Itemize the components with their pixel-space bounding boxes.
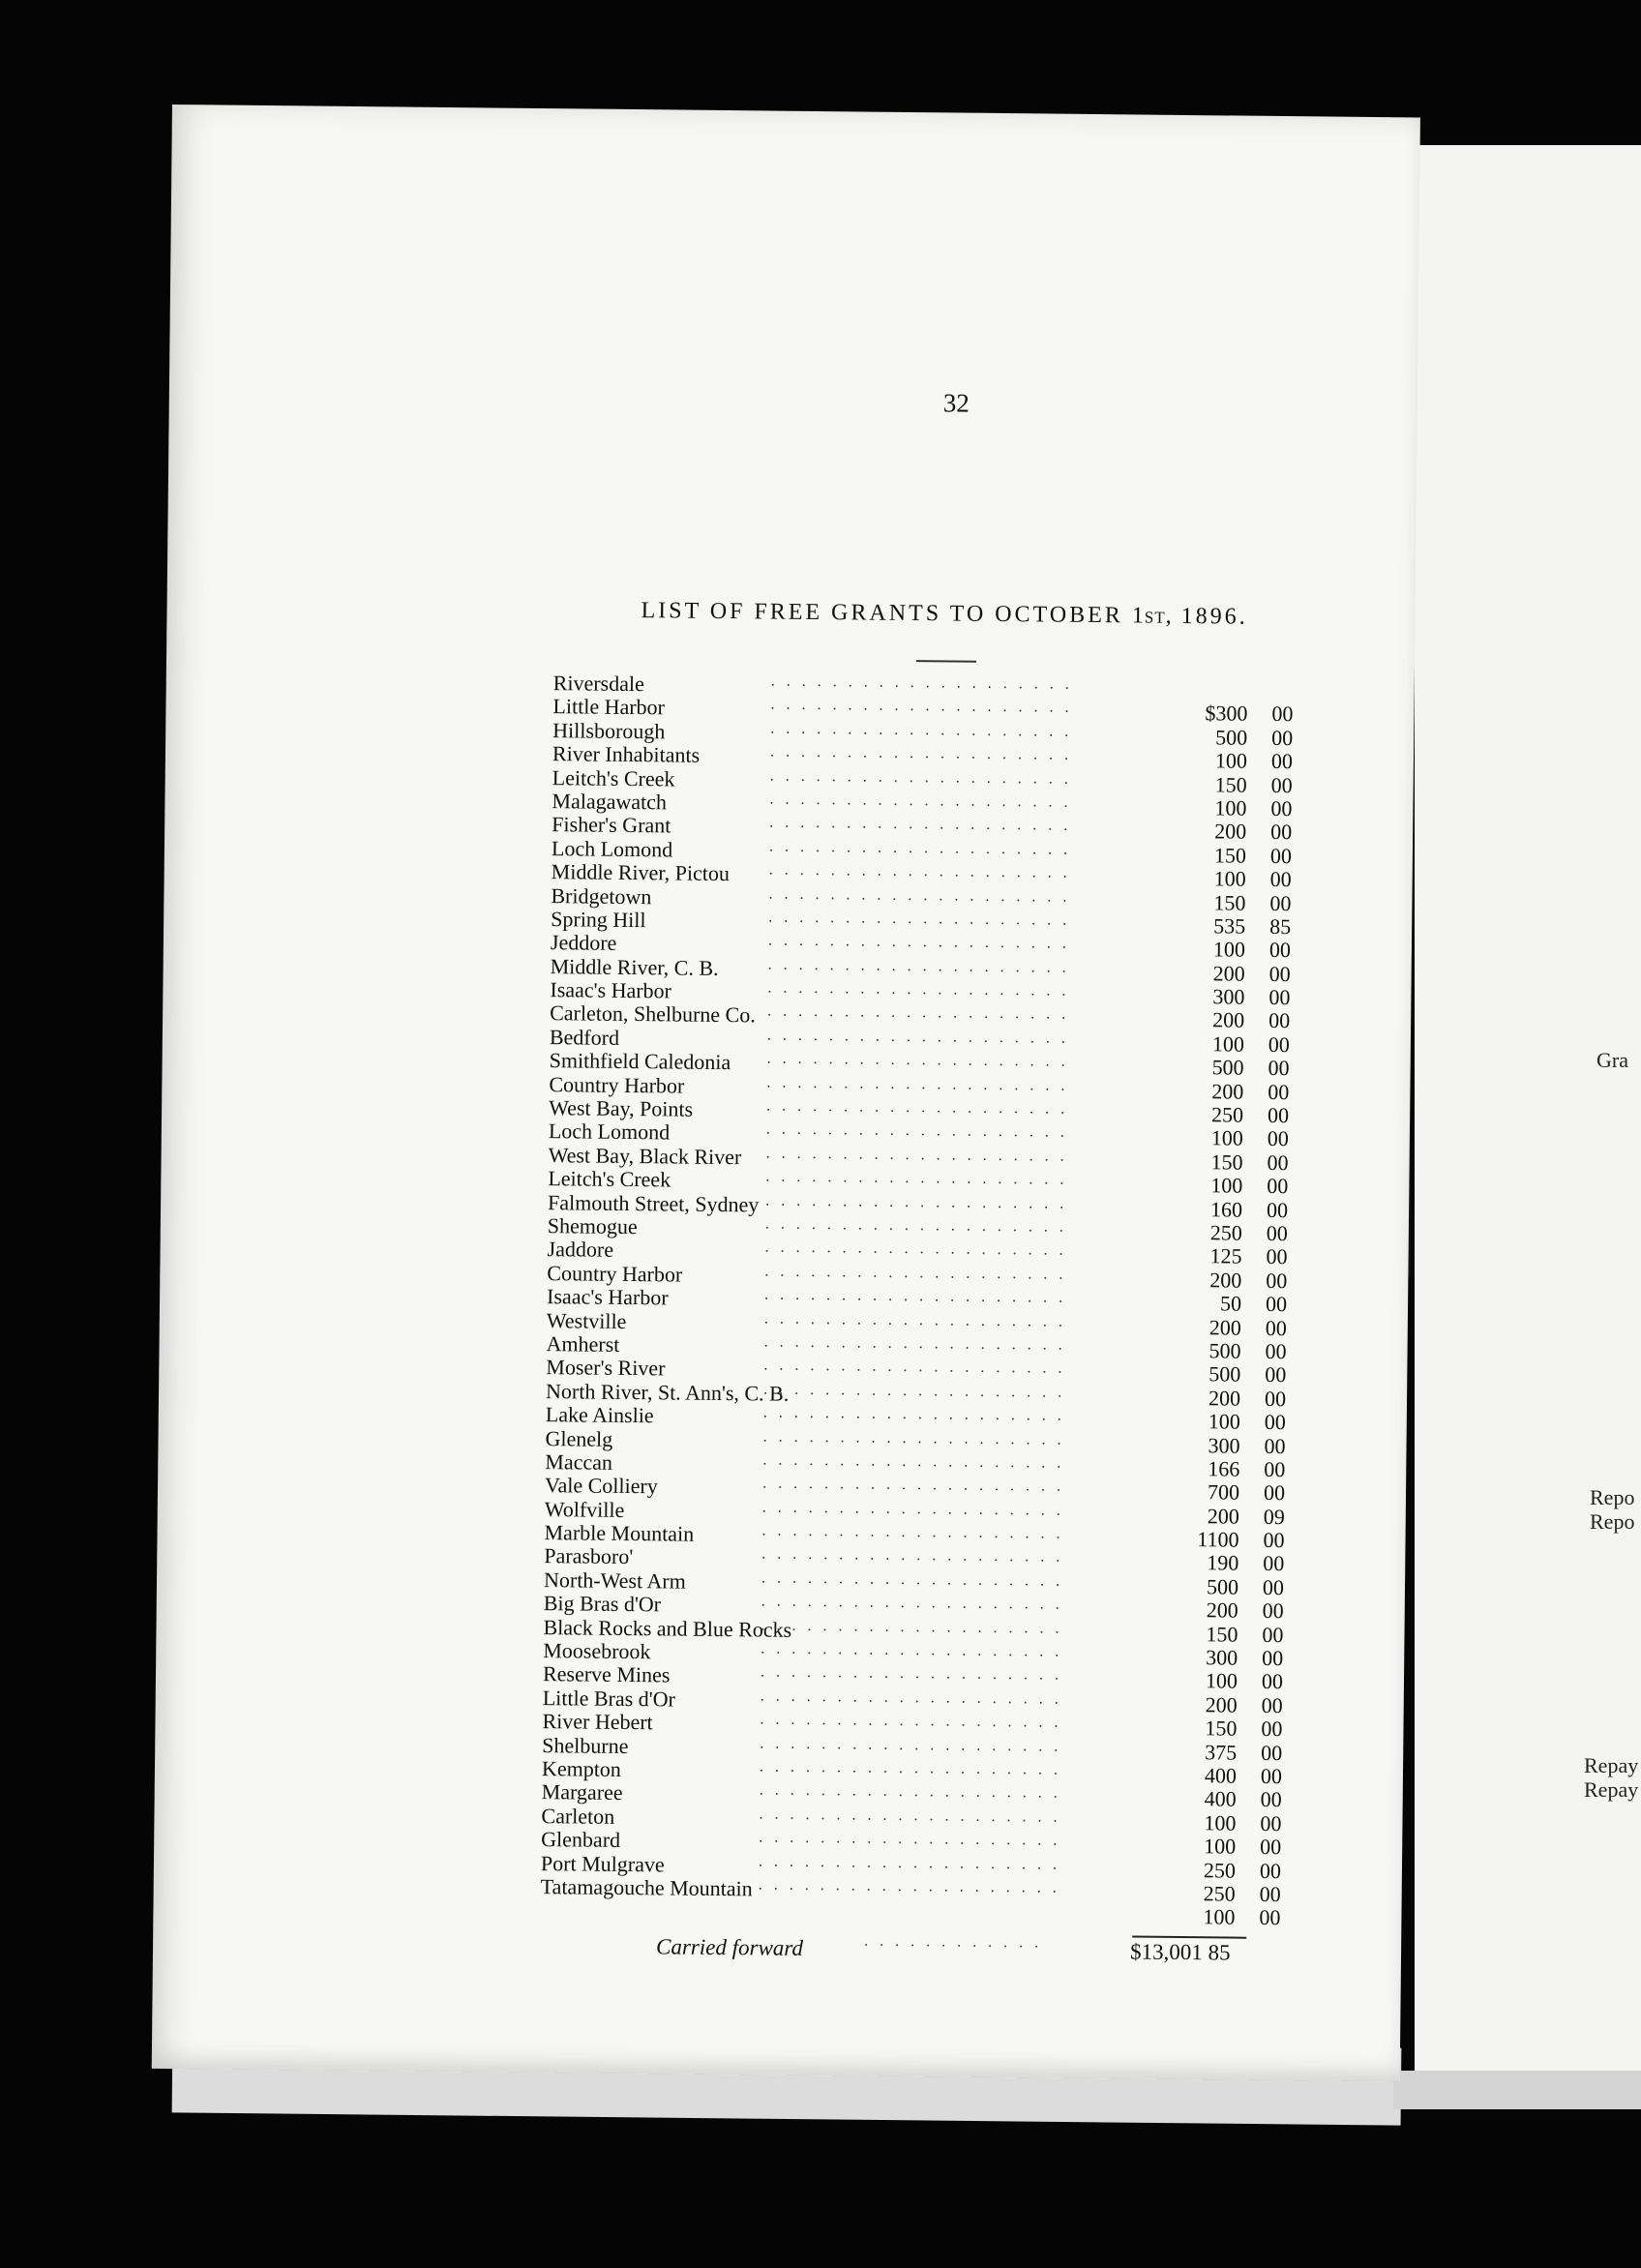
leader-dots: . . . . . . . . . . . . . . . . . . . . (764, 1215, 1067, 1236)
grant-location: Jaddore (547, 1237, 614, 1263)
grant-location: Margaree (541, 1779, 623, 1805)
leader-dots: . . . . . . . . . . . . . . . . . . . . (769, 767, 1072, 788)
leader-dots: . . . . . . . . . . . . . . . . . . . . (763, 1357, 1066, 1378)
grant-location: River Inhabitants (552, 741, 701, 767)
grant-dollars: 200 (1207, 1503, 1239, 1529)
leader-dots: . . . . . . . . . . . . . . . . . . . . (761, 1545, 1064, 1567)
leader-dots: . . . . . . . . . . . . . . . . . . . . (767, 979, 1070, 1000)
grant-location: Black Rocks and Blue Rocks (543, 1614, 792, 1642)
total-row (656, 1934, 1333, 1970)
leader-dots: . . . . . . . . . . . . . . . . . . . . (761, 1640, 1063, 1660)
grant-dollars: 300 (1208, 1432, 1240, 1458)
facing-page-fragment: Repay (1584, 1753, 1639, 1777)
grant-cents: 00 (1265, 1315, 1287, 1340)
grant-dollars: 100 (1214, 748, 1248, 773)
grant-location: Parasboro' (544, 1543, 634, 1569)
title-main: LIST OF FREE GRANTS TO OCTOBER (641, 598, 1123, 629)
grant-dollars: 100 (1214, 795, 1247, 821)
grant-location: Westville (546, 1307, 627, 1333)
grant-cents: 00 (1266, 1268, 1288, 1293)
grant-location: North River, St. Ann's, C. B. (545, 1378, 790, 1406)
grant-cents: 00 (1260, 1763, 1283, 1789)
grant-cents: 00 (1261, 1669, 1284, 1694)
grant-location: Marble Mountain (544, 1520, 695, 1546)
document-page (152, 104, 1420, 2081)
grant-dollars: 200 (1212, 1007, 1245, 1033)
grant-dollars: 100 (1208, 1409, 1240, 1434)
grant-cents: 00 (1263, 1551, 1285, 1576)
grant-location: Glenbard (541, 1827, 621, 1853)
leader-dots: . . . . . . . . . . . . . . . . . . . . (763, 1310, 1066, 1330)
leader-dots: . . . . . . . . . . . . . . . . . . . . (767, 1002, 1070, 1024)
grant-dollars: 160 (1209, 1196, 1243, 1222)
grant-dollars: 200 (1212, 961, 1245, 986)
grant-location: North-West Arm (543, 1567, 686, 1594)
grant-dollars: 400 (1204, 1763, 1238, 1788)
grant-cents: 00 (1268, 1056, 1290, 1081)
grant-dollars: 150 (1213, 843, 1247, 868)
grant-cents: 00 (1268, 938, 1292, 963)
total-amount: $13,001 85 (1129, 1939, 1231, 1965)
leader-dots: . . . . . . . . . . . . . . . . . . . . (761, 1499, 1064, 1519)
grant-location: Malagawatch (552, 789, 668, 815)
grant-cents: 00 (1267, 1174, 1289, 1199)
grant-dollars: 375 (1205, 1739, 1238, 1765)
grant-cents: 00 (1268, 1079, 1290, 1104)
leader-dots: . . . . . . . . . . . . . . . . . . . . (758, 1852, 1061, 1873)
facing-page-fragment: Repo (1590, 1509, 1635, 1534)
leader-dots: . . . . . . . . . . . . . . . . . . . . (759, 1781, 1061, 1803)
grant-location: Riversdale (552, 671, 644, 697)
grant-location: Isaac's Harbor (550, 977, 672, 1003)
total-leader-dots: . . . . . . . . . . . . (864, 1932, 1043, 1952)
grant-location: Spring Hill (551, 907, 646, 933)
grant-dollars: 150 (1210, 1149, 1243, 1175)
grant-cents: 00 (1268, 961, 1291, 986)
grant-location: Bridgetown (551, 882, 652, 909)
grant-cents: 00 (1266, 1197, 1289, 1222)
grant-dollars: 150 (1205, 1716, 1238, 1741)
grant-cents: 00 (1266, 1244, 1288, 1269)
grant-dollars: 200 (1214, 819, 1247, 845)
leader-dots: . . . . . . . . . . . . . . . . . . . . (765, 1145, 1068, 1165)
grant-dollars: 500 (1211, 1055, 1244, 1080)
facing-page-lower-edge (1393, 2071, 1641, 2109)
grant-dollars: 300 (1212, 984, 1245, 1009)
grant-dollars: 100 (1210, 1173, 1243, 1198)
facing-page-fragment: Repo (1590, 1485, 1635, 1509)
page-number: 32 (942, 388, 970, 418)
facing-page-fragment: Repay (1584, 1777, 1639, 1802)
grant-cents: 00 (1270, 820, 1293, 845)
grant-dollars: 250 (1210, 1102, 1244, 1127)
grant-dollars: 200 (1211, 1078, 1244, 1104)
leader-dots: . . . . . . . . . . . . . . . . . . . . (759, 1758, 1062, 1778)
grant-cents: 00 (1262, 1645, 1284, 1671)
grant-dollars: 200 (1205, 1692, 1238, 1717)
leader-dots: . . . . . . . . . . . . . . . . . . . . (760, 1687, 1062, 1708)
leader-dots: . . . . . . . . . . . . . . . . . . . . (760, 1735, 1062, 1755)
grant-location: West Bay, Black River (548, 1142, 742, 1170)
facing-page (1415, 145, 1641, 2100)
leader-dots: . . . . . . . . . . . . . . . . . . . . (765, 1120, 1069, 1142)
grant-cents: 00 (1271, 725, 1294, 750)
leader-dots: . . . . . . . . . . . . . . . . . . . . (768, 885, 1071, 906)
grant-dollars: 700 (1207, 1479, 1240, 1505)
grant-location: Loch Lomond (551, 835, 673, 862)
leader-dots: . . . . . . . . . . . . . . . . . . . . (768, 838, 1072, 858)
grant-location: Moser's River (546, 1355, 666, 1381)
grant-cents: 00 (1269, 867, 1292, 892)
grant-cents: 00 (1265, 1292, 1288, 1317)
grant-cents: 00 (1267, 1149, 1289, 1175)
grant-cents: 00 (1265, 1338, 1287, 1364)
grant-dollars: 150 (1214, 771, 1247, 797)
grant-cents: 00 (1259, 1858, 1282, 1883)
leader-dots: . . . . . . . . . . . . . . . . . . . . (765, 1168, 1068, 1188)
grant-location: Carleton (541, 1803, 615, 1829)
grant-cents: 00 (1264, 1433, 1286, 1458)
leader-dots: . . . . . . . . . . . . . . . . . . . . (768, 909, 1071, 929)
grant-dollars: 500 (1208, 1361, 1241, 1387)
grant-dollars: 500 (1208, 1338, 1241, 1363)
grant-dollars: 500 (1206, 1574, 1239, 1599)
grant-location: Glenelg (545, 1425, 613, 1451)
grant-dollars: 1100 (1197, 1527, 1239, 1552)
grant-location: Tatamagouche Mountain (540, 1874, 753, 1901)
grant-location: Bedford (549, 1024, 620, 1050)
grant-dollars: 250 (1203, 1857, 1237, 1883)
leader-dots: . . . . . . . . . . . . . . . . . . . . (761, 1522, 1064, 1542)
grant-cents: 00 (1268, 1031, 1291, 1058)
grant-dollars: 500 (1215, 725, 1248, 750)
grant-cents: 00 (1267, 1102, 1290, 1128)
leader-dots: . . . . . . . . . . . . . . . . . . . . (761, 1593, 1063, 1613)
title-rule (916, 660, 976, 663)
grant-cents: 00 (1270, 772, 1293, 797)
grant-cents: 00 (1262, 1622, 1284, 1647)
leader-dots: . . . . . . . . . . . . . . . . . . . . (759, 1829, 1061, 1849)
grant-dollars: 100 (1212, 937, 1246, 962)
grant-location: Leitch's Creek (548, 1166, 671, 1192)
leader-dots: . . . . . . . . . . . . . . . . . . . . (762, 1475, 1065, 1496)
grant-cents: 00 (1269, 890, 1292, 915)
grant-location: Port Mulgrave (540, 1850, 665, 1876)
grant-dollars: 150 (1206, 1621, 1238, 1647)
leader-dots: . . . . . . . . . . . . . . . . . . . . (761, 1569, 1064, 1590)
grant-location: River Hebert (542, 1709, 653, 1735)
grant-location: Falmouth Street, Sydney (548, 1189, 760, 1217)
grant-dollars: 200 (1209, 1268, 1242, 1293)
grant-dollars: 166 (1208, 1456, 1240, 1481)
grant-dollars: 150 (1213, 889, 1246, 915)
grant-dollars: 100 (1205, 1668, 1238, 1694)
grant-location: Fisher's Grant (552, 812, 671, 838)
leader-dots: . . . . . . . . . . . . . . . . . . . . (758, 1876, 1060, 1896)
leader-dots: . . . . . . . . . . . . . . . . . . . . (766, 1027, 1070, 1047)
grant-cents: 00 (1260, 1787, 1282, 1812)
grant-location: Little Harbor (552, 694, 666, 720)
grant-location: Hillsborough (552, 717, 666, 744)
grant-cents: 00 (1264, 1456, 1286, 1482)
grant-list (540, 671, 1327, 1930)
grant-location: Loch Lomond (548, 1119, 671, 1145)
grant-dollars: 100 (1204, 1834, 1237, 1859)
grant-cents: 00 (1262, 1598, 1284, 1624)
grant-dollars: $300 (1205, 701, 1248, 727)
leader-dots: . . . . . . . . . . . . . . . . . . . . (767, 932, 1071, 953)
grant-location: Vale Colliery (544, 1473, 658, 1499)
grant-dollars: 100 (1211, 1031, 1245, 1057)
grant-cents: 00 (1260, 1810, 1282, 1835)
leader-dots: . . . . . . . . . . . . . . . . . . . . (764, 1238, 1067, 1260)
grant-location: Amherst (546, 1331, 620, 1357)
title-year: 1896. (1180, 603, 1248, 630)
leader-dots: . . . . . . . . . . . . . . . . . . . . (762, 1427, 1065, 1448)
grant-cents: 00 (1261, 1716, 1283, 1742)
grant-location: Maccan (545, 1449, 613, 1475)
leader-dots: . . . . . . . . . . . . . . . . . . . . (768, 861, 1071, 881)
grant-location: Big Bras d'Or (543, 1591, 662, 1617)
grant-cents: 00 (1261, 1692, 1283, 1717)
grant-dollars: 50 (1219, 1291, 1242, 1316)
grant-cents: 00 (1260, 1835, 1282, 1860)
grant-cents: 00 (1267, 1126, 1289, 1151)
leader-dots: . . . . . . . . . . . . . . . . . . . . (770, 720, 1073, 740)
grant-location: Country Harbor (549, 1071, 685, 1098)
grant-cents: 00 (1264, 1386, 1287, 1411)
grant-cents: 00 (1268, 1008, 1291, 1033)
grant-dollars: 250 (1209, 1220, 1242, 1245)
grant-location: Jeddore (550, 930, 617, 956)
leader-dots: . . . . . . . . . . . . . . . . . . . . (770, 672, 1073, 693)
grant-cents: 00 (1269, 843, 1293, 868)
leader-dots: . . . . . . . . . . . . . . . . . . . . (760, 1663, 1063, 1685)
leader-dots: . . . . . . . . . . . . . . . . . . . . (766, 1097, 1069, 1118)
leader-dots: . . . . . . . . . . . . . . . . . . . . (767, 956, 1070, 976)
grant-location: Moosebrook (543, 1638, 651, 1664)
grant-location: Kempton (541, 1756, 622, 1781)
page-title (641, 598, 1247, 631)
grant-cents: 00 (1268, 984, 1291, 1010)
leader-dots: . . . . . . . . . . . . . . . . . . . . (766, 1050, 1069, 1071)
facing-page-fragment: Gra (1596, 1048, 1628, 1072)
leader-dots: . . . . . . . . . . . . . . . . . . . . (765, 1192, 1068, 1212)
leader-dots: . . . . . . . . . . . . . . . . . . . . (761, 1617, 1063, 1637)
grant-cents: 00 (1265, 1362, 1287, 1388)
grant-location: Little Bras d'Or (542, 1685, 676, 1712)
grant-dollars: 200 (1206, 1597, 1238, 1623)
leader-dots: . . . . . . . . . . . . . . . . . . . . (770, 696, 1073, 717)
grant-cents: 00 (1270, 795, 1293, 821)
grant-cents: 00 (1270, 749, 1294, 774)
grant-dollars: 535 (1213, 913, 1246, 939)
total-label: Carried forward (655, 1934, 804, 1960)
grant-location: Middle River, Pictou (551, 859, 731, 886)
grant-dollars: 200 (1208, 1386, 1241, 1411)
grant-location: Shemogue (547, 1213, 638, 1239)
leader-dots: . . . . . . . . . . . . . . . . . . . . (766, 1074, 1069, 1094)
total-rule (1132, 1935, 1246, 1938)
grant-dollars: 100 (1203, 1904, 1236, 1929)
grant-location: Country Harbor (547, 1260, 683, 1287)
grant-dollars: 200 (1208, 1314, 1241, 1340)
grant-location: Middle River, C. B. (550, 953, 719, 980)
grant-location: Wolfville (544, 1496, 625, 1522)
leader-dots: . . . . . . . . . . . . . . . . . . . . (764, 1286, 1067, 1306)
leader-dots: . . . . . . . . . . . . . . . . . . . . (769, 814, 1072, 835)
grant-dollars: 125 (1209, 1243, 1242, 1269)
grant-dollars: 250 (1203, 1881, 1236, 1906)
grant-cents: 00 (1259, 1905, 1281, 1930)
grant-location: Lake Ainslie (545, 1402, 654, 1428)
grant-dollars: 100 (1204, 1810, 1237, 1835)
grant-cents: 00 (1259, 1881, 1281, 1907)
grant-cents: 00 (1266, 1220, 1288, 1246)
grant-location: Smithfield Caledonia (549, 1048, 731, 1075)
leader-dots: . . . . . . . . . . . . . . . . . . . . (760, 1711, 1062, 1731)
grant-cents: 00 (1261, 1740, 1283, 1765)
grant-location: Shelburne (542, 1732, 629, 1758)
grant-cents: 00 (1271, 701, 1294, 727)
grant-dollars: 100 (1210, 1125, 1244, 1151)
grant-cents: 00 (1263, 1480, 1286, 1506)
grant-location: West Bay, Points (549, 1095, 694, 1121)
grant-dollars: 190 (1207, 1550, 1239, 1576)
leader-dots: . . . . . . . . . . . . . . . . . . . . (763, 1381, 1066, 1401)
leader-dots: . . . . . . . . . . . . . . . . . . . . (759, 1805, 1061, 1826)
leader-dots: . . . . . . . . . . . . . . . . . . . . (769, 791, 1072, 811)
grant-cents: 85 (1269, 913, 1292, 940)
leader-dots: . . . . . . . . . . . . . . . . . . . . (763, 1333, 1066, 1354)
grant-dollars: 100 (1213, 866, 1246, 891)
grant-location: Reserve Mines (542, 1661, 671, 1687)
grant-cents: 00 (1264, 1410, 1286, 1435)
grant-dollars: 400 (1204, 1786, 1237, 1811)
grant-location: Isaac's Harbor (546, 1284, 669, 1310)
title-date-day: 1st, (1131, 603, 1173, 629)
leader-dots: . . . . . . . . . . . . . . . . . . . . (764, 1263, 1067, 1283)
leader-dots: . . . . . . . . . . . . . . . . . . . . (762, 1451, 1065, 1472)
leader-dots: . . . . . . . . . . . . . . . . . . . . (769, 743, 1073, 763)
grant-location: Leitch's Creek (552, 764, 675, 791)
leader-dots: . . . . . . . . . . . . . . . . . . . . (762, 1404, 1065, 1424)
grant-cents: 00 (1262, 1574, 1285, 1599)
grant-location: Carleton, Shelburne Co. (550, 1000, 756, 1028)
grant-cents: 09 (1263, 1504, 1285, 1529)
grant-cents: 00 (1263, 1527, 1285, 1553)
grant-dollars: 300 (1206, 1645, 1238, 1670)
